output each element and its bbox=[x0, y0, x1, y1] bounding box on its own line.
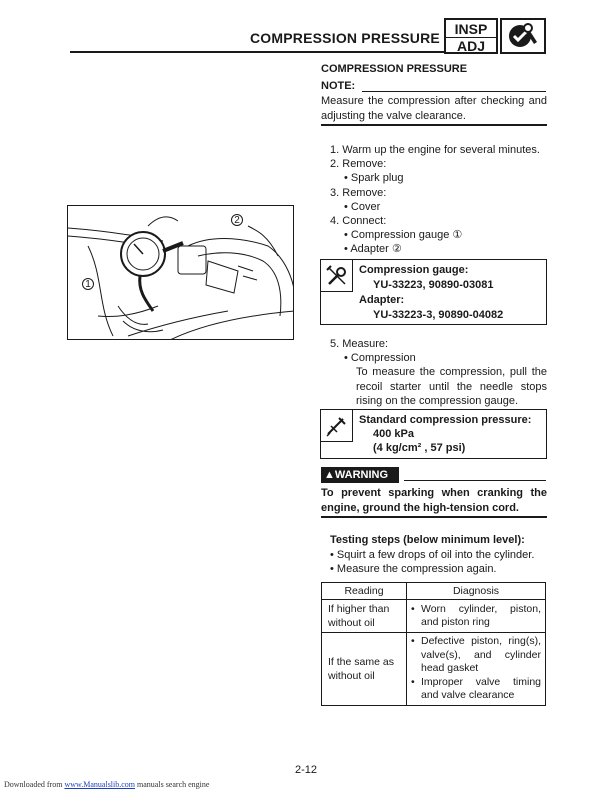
tool-line: YU-33223, 90890-03081 bbox=[373, 279, 494, 291]
steps-list bbox=[330, 143, 540, 257]
special-tool-icon bbox=[321, 260, 353, 292]
page-number: 2-12 bbox=[294, 764, 318, 776]
step-subitem: • Spark plug bbox=[344, 172, 404, 185]
tool-line: YU-33223-3, 90890-04082 bbox=[373, 309, 504, 321]
diagnosis-item: • Defective piston, ring(s), valve(s), and cylinder head gasket bbox=[421, 635, 541, 676]
note-text: Measure the compression after checking and adjusting the valve clearance. bbox=[321, 95, 547, 122]
testing-item: • Squirt a few drops of oil into the cylinder. bbox=[330, 549, 535, 561]
compression-gauge-illustration bbox=[67, 205, 294, 340]
table-header-diagnosis: Diagnosis bbox=[407, 583, 546, 600]
caliper-icon bbox=[321, 410, 353, 442]
diagnosis-table bbox=[321, 582, 546, 706]
table-row bbox=[322, 633, 546, 706]
note-bottom-rule bbox=[321, 124, 547, 126]
footer-link[interactable]: www.Manualslib.com bbox=[64, 780, 136, 789]
table-header-row bbox=[322, 583, 546, 600]
page-title: COMPRESSION PRESSURE bbox=[250, 30, 440, 46]
header-rule bbox=[70, 51, 444, 53]
step-item: 4. Connect: bbox=[330, 215, 387, 228]
reading-cell: If the same as without oil bbox=[322, 633, 407, 706]
step-item: 2. Remove: bbox=[330, 158, 387, 171]
spec-box bbox=[320, 409, 547, 459]
diagnosis-item: • Improper valve timing and valve clearance bbox=[421, 676, 541, 703]
tool-line: Compression gauge: bbox=[359, 264, 469, 276]
spec-line: 400 kPa bbox=[373, 428, 414, 440]
note-rule bbox=[362, 91, 546, 92]
table-row bbox=[322, 600, 546, 633]
badge-insp: INSP bbox=[454, 21, 488, 37]
testing-list bbox=[330, 548, 534, 576]
section-badge bbox=[444, 18, 498, 54]
footer-prefix: Downloaded from bbox=[4, 780, 65, 789]
testing-title: Testing steps (below minimum level): bbox=[330, 534, 525, 546]
callout-adapter: 2 bbox=[231, 214, 243, 226]
diagnosis-cell bbox=[407, 600, 546, 633]
step-subitem: • Compression gauge ① bbox=[344, 229, 463, 242]
spec-line: (4 kg/cm² , 57 psi) bbox=[373, 442, 466, 454]
spec-line: Standard compression pressure: bbox=[359, 414, 532, 426]
wrench-check-icon bbox=[500, 18, 546, 54]
measure-bullet: • Compression bbox=[344, 352, 416, 365]
reading-cell: If higher than without oil bbox=[322, 600, 407, 633]
warning-rule bbox=[404, 480, 546, 481]
note-label: NOTE: bbox=[321, 80, 356, 92]
measure-step bbox=[330, 337, 547, 408]
diagnosis-cell bbox=[407, 633, 546, 706]
tool-line: Adapter: bbox=[359, 294, 405, 306]
measure-title: 5. Measure: bbox=[330, 338, 389, 350]
measure-text: To measure the compression, pull the recoil starter until the needle stops rising on the compression gauge. bbox=[356, 366, 547, 407]
diagnosis-item: • Worn cylinder, piston, and piston ring bbox=[421, 603, 541, 630]
section-title: COMPRESSION PRESSURE bbox=[321, 63, 468, 75]
footer bbox=[4, 780, 209, 789]
footer-suffix: manuals search engine bbox=[135, 780, 210, 789]
table-header-reading: Reading bbox=[322, 583, 407, 600]
step-subitem: • Cover bbox=[344, 200, 381, 213]
warning-badge: ▲WARNING bbox=[321, 467, 399, 483]
tool-box bbox=[320, 259, 547, 325]
testing-item: • Measure the compression again. bbox=[330, 563, 497, 576]
step-item: 1. Warm up the engine for several minutes. bbox=[330, 144, 540, 156]
warning-text: To prevent sparking when cranking the engine, ground the high-tension cord. bbox=[321, 487, 547, 514]
warning-bottom-rule bbox=[321, 516, 547, 518]
badge-adj: ADJ bbox=[446, 37, 496, 54]
step-item: 3. Remove: bbox=[330, 186, 387, 199]
step-subitem: • Adapter ② bbox=[344, 243, 402, 256]
callout-gauge: 1 bbox=[82, 278, 94, 290]
